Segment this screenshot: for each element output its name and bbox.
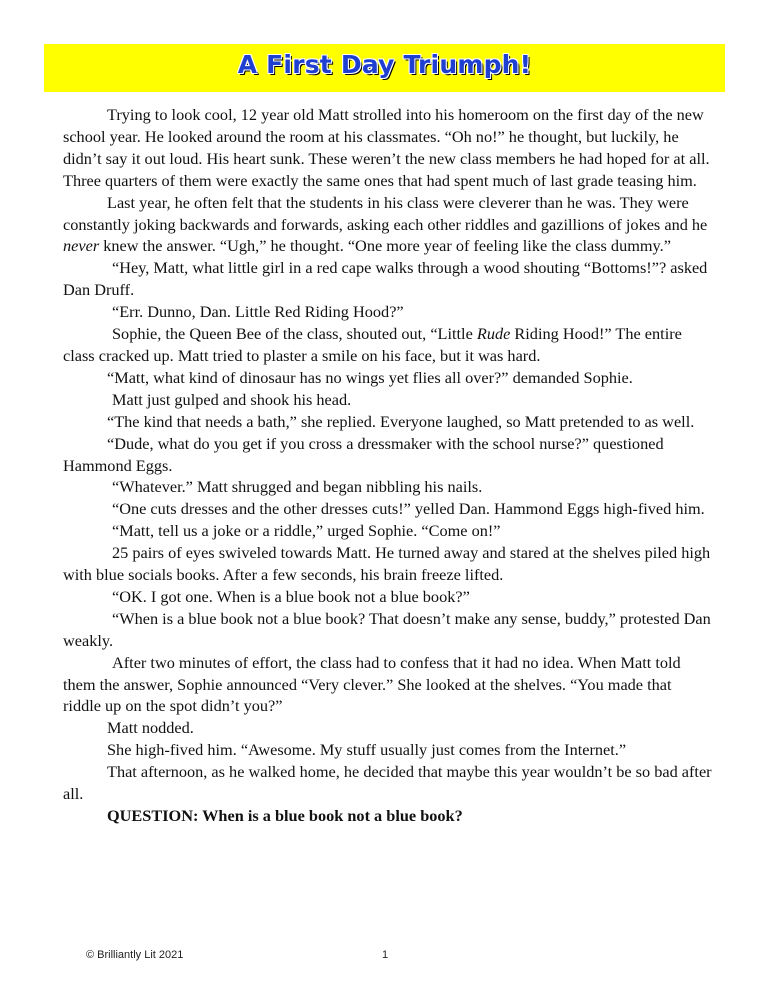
paragraph: Sophie, the Queen Bee of the class, shouted out, “Little Rude Riding Hood!” The entire class cracked up. Matt tried to plaster a smile on his face, but it was hard. [63, 324, 682, 365]
page-title: A First Day Triumph! [237, 50, 532, 79]
paragraph: “Hey, Matt, what little girl in a red cape walks through a wood shouting “Bottoms!”? asked Dan Druff. [63, 258, 708, 300]
copyright-footer: © Brilliantly Lit 2021 [86, 949, 184, 961]
paragraph: “OK. I got one. When is a blue book not a blue book?” [112, 586, 470, 606]
paragraph: After two minutes of effort, the class had to confess that it had no idea. When Matt told them the answer, Sophie announced “Very clever.” She looked at the shelves. “You made that riddle up on the spot didn’t you?” [63, 652, 681, 716]
paragraph: Last year, he often felt that the students in his class were cleverer than he was. They were constantly joking backwards and forwards, asking each other riddles and gazillions of jokes and he never knew the answer. “Ugh,” he thought. “One more year of feeling like the class dummy.” [63, 192, 708, 256]
paragraph: Trying to look cool, 12 year old Matt strolled into his homeroom on the first day of the new school year. He looked around the room at his classmates. “Oh no!” he thought, but luckily, he didn’t say it out loud. His heart sunk. These weren’t the new class members he had hoped for at all. Three quarters of them were exactly the same ones that had spent much of last grade teasing him. [63, 105, 710, 190]
paragraph: “Matt, tell us a joke or a riddle,” urged Sophie. “Come on!” [112, 521, 501, 541]
paragraph: “The kind that needs a bath,” she replied. Everyone laughed, so Matt pretended to as well. [107, 411, 695, 431]
paragraph: “One cuts dresses and the other dresses cuts!” yelled Dan. Hammond Eggs high-fived him. [112, 499, 705, 519]
story-body [63, 104, 713, 827]
paragraph: Matt nodded. [107, 718, 194, 738]
paragraph: Matt just gulped and shook his head. [112, 389, 352, 409]
paragraph: “Err. Dunno, Dan. Little Red Riding Hood?” [112, 302, 404, 322]
paragraph: “Matt, what kind of dinosaur has no wings yet flies all over?” demanded Sophie. [107, 367, 633, 387]
paragraph: “Whatever.” Matt shrugged and began nibbling his nails. [112, 477, 483, 497]
page-number: 1 [382, 949, 389, 961]
paragraph: “When is a blue book not a blue book? That doesn’t make any sense, buddy,” protested Dan weakly. [63, 608, 711, 650]
paragraph: That afternoon, as he walked home, he decided that maybe this year wouldn’t be so bad after all. [63, 762, 712, 804]
paragraph: “Dude, what do you get if you cross a dressmaker with the school nurse?” questioned Hammond Eggs. [63, 433, 664, 475]
paragraph: She high-fived him. “Awesome. My stuff usually just comes from the Internet.” [107, 740, 627, 760]
paragraph: 25 pairs of eyes swiveled towards Matt. He turned away and stared at the shelves piled high with blue socials books. After a few seconds, his brain freeze lifted. [63, 543, 711, 585]
title-banner [44, 44, 725, 92]
question: QUESTION: When is a blue book not a blue book? [107, 806, 463, 825]
